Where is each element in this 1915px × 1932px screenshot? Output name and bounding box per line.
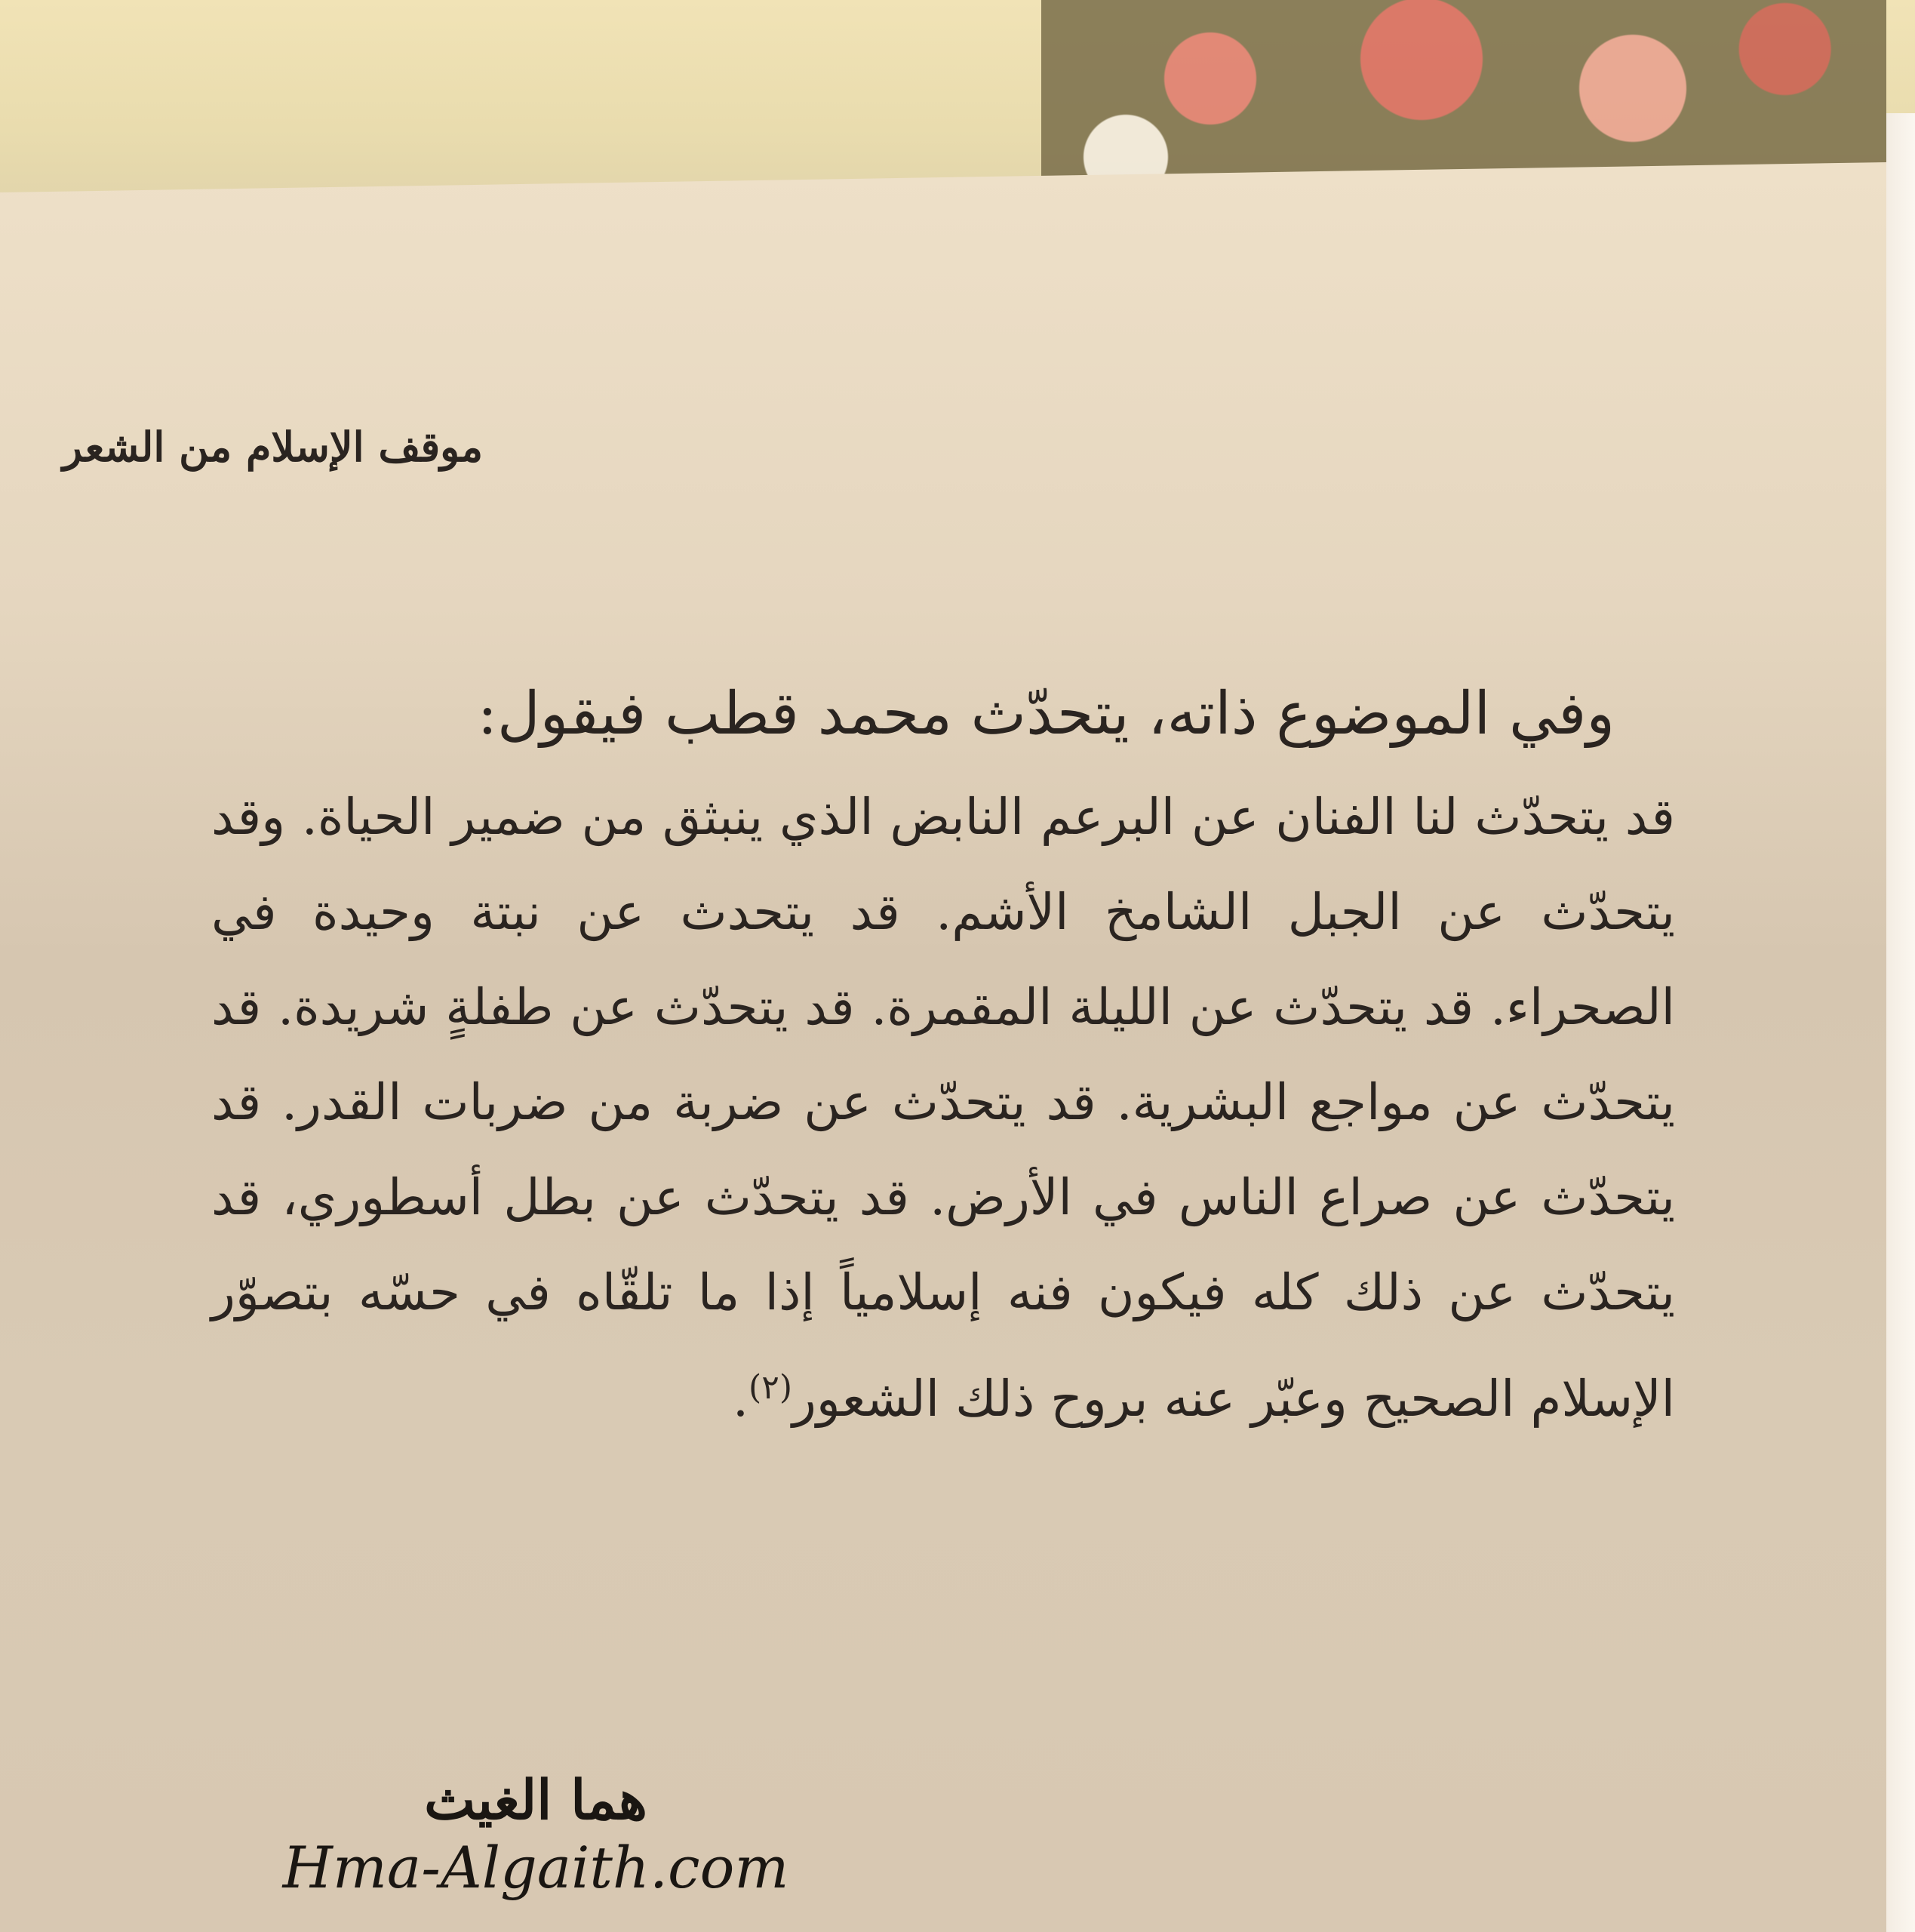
quote-paragraph	[211, 770, 1675, 1447]
watermark	[279, 1766, 792, 1902]
footnote-marker: (٢)	[748, 1368, 792, 1407]
page-edge	[1886, 113, 1915, 1932]
quote-text: قد يتحدّث لنا الفنان عن البرعم النابض الذي ينبثق من ضمير الحياة. وقد يتحدّث عن الجبل الشامخ الأشم. قد يتحدث عن نبتة وحيدة في الصحراء. قد يتحدّث عن الليلة المقمرة. قد يتحدّث عن طفلةٍ شريدة. قد يتحدّث عن مواجع البشرية. قد يتحدّث عن ضربة من ضربات القدر. قد يتحدّث عن صراع الناس في الأرض. قد يتحدّث عن بطل أسطوري، قد يتحدّث عن ذلك كله فيكون فنه إسلامياً إذا ما تلقّاه في حسّه بتصوّر الإسلام الصحيح وعبّر عنه بروح ذلك الشعور	[211, 788, 1676, 1428]
page-body	[211, 679, 1675, 1447]
watermark-arabic: هما الغيث	[424, 1767, 647, 1832]
watermark-latin: Hma-Algaith.com	[282, 1834, 789, 1901]
running-head: موقف الإسلام من الشعر	[62, 423, 483, 471]
quote-end: .	[733, 1370, 749, 1428]
intro-line: وفي الموضوع ذاته، يتحدّث محمد قطب فيقول:	[477, 680, 1615, 748]
